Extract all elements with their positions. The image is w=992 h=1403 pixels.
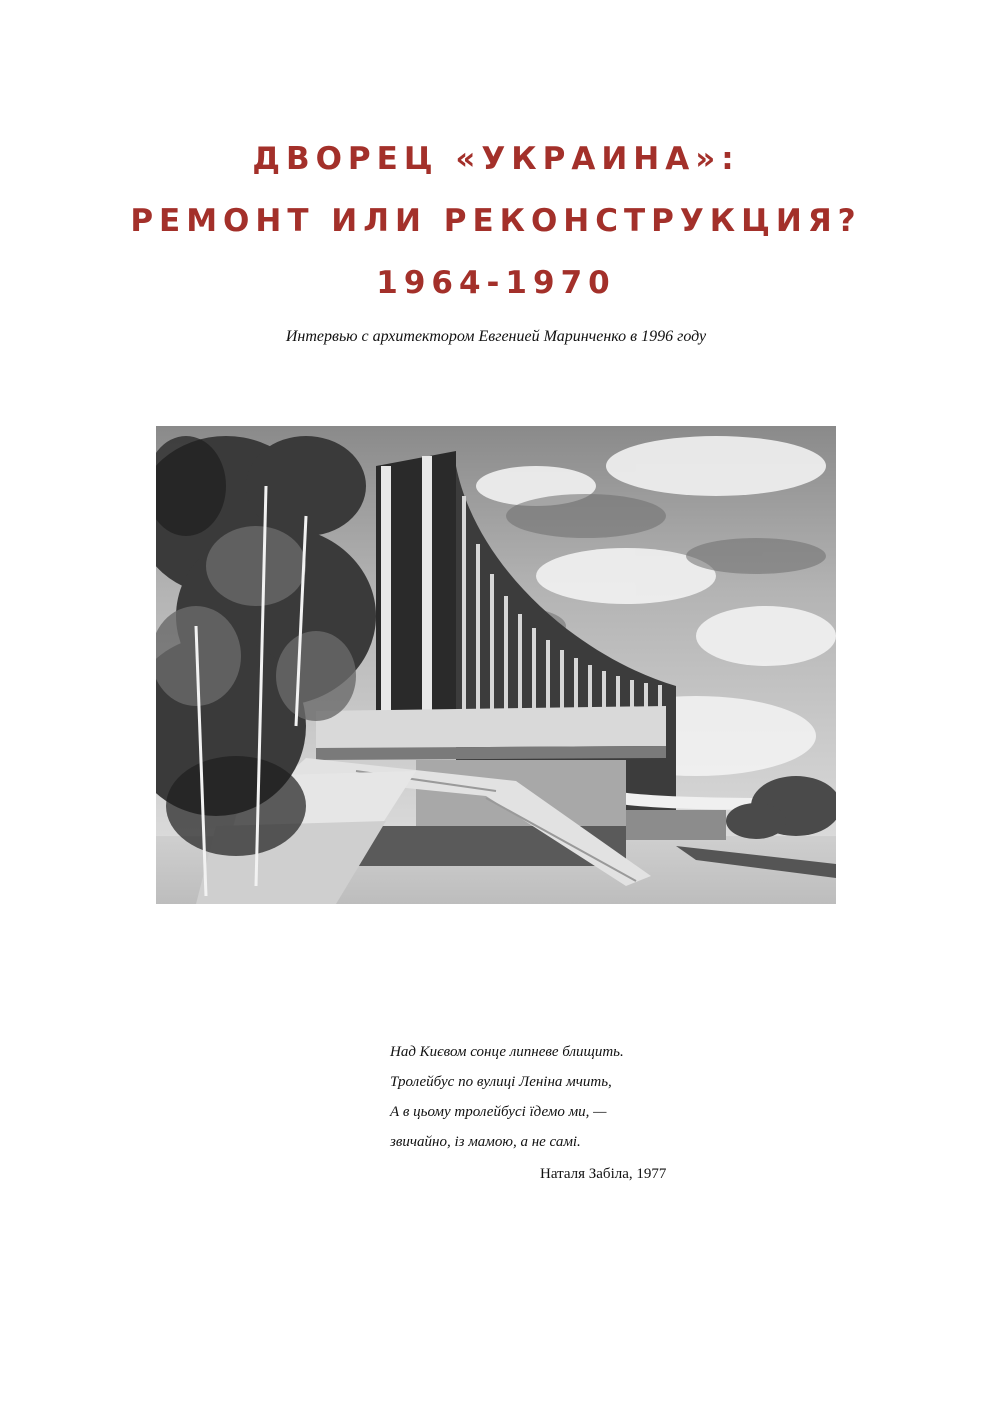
poem-line-4: звичайно, із мамою, а не самі.: [390, 1134, 581, 1150]
poem: [390, 1040, 710, 1160]
title-line-3: 1964-1970: [376, 265, 616, 301]
poem-line-2: Тролейбус по вулиці Леніна мчить,: [390, 1074, 612, 1090]
title-block: [0, 128, 992, 314]
photo-illustration: [156, 426, 836, 904]
poem-line-3: А в цьому тролейбусі їдемо ми, —: [390, 1104, 607, 1120]
title-line-2: РЕМОНТ ИЛИ РЕКОНСТРУКЦИЯ?: [130, 203, 862, 239]
title-line-1: ДВОРЕЦ «УКРАИНА»:: [252, 141, 740, 177]
poem-line-1: Над Києвом сонце липневе блищить.: [390, 1044, 624, 1060]
poem-author: Наталя Забіла, 1977: [540, 1166, 667, 1182]
palace-ukraina-photo: [156, 426, 836, 904]
subtitle: Интервью с архитектором Евгенией Маринченко в 1996 году: [285, 328, 707, 345]
